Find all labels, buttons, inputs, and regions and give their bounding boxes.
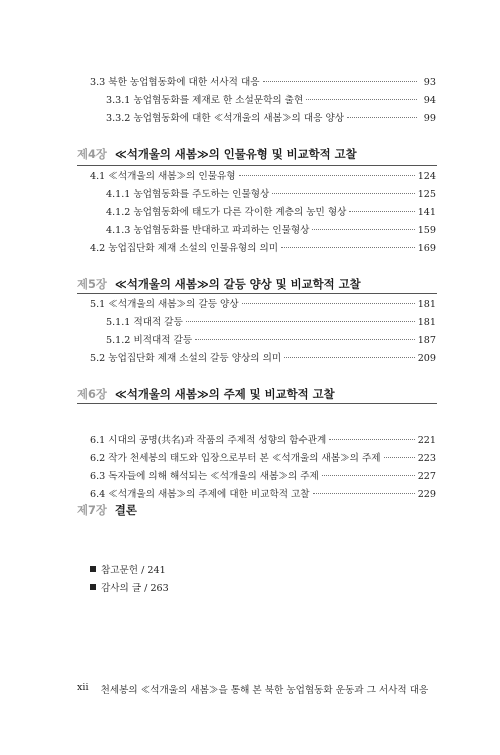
- toc-entry-3-3[interactable]: [90, 76, 436, 90]
- toc-entry-label: 4.2 농업집단화 제재 소설의 인물유형의 의미: [90, 243, 279, 254]
- toc-entry-3-3-2[interactable]: [106, 112, 436, 126]
- toc-entry-page: 124: [417, 171, 436, 182]
- dot-leader: [263, 81, 417, 82]
- toc-entry-page: 159: [417, 225, 436, 236]
- toc-entry-label: 6.3 독자들에 의해 해석되는 ≪석개울의 새봄≫의 주제: [90, 471, 319, 482]
- dot-leader: [313, 493, 415, 494]
- page-footer: [77, 682, 428, 696]
- chapter-number: 제6장: [77, 387, 107, 401]
- toc-entry-label: 6.4 ≪석개울의 새봄≫의 주제에 대한 비교학적 고찰: [90, 489, 310, 500]
- chapter-number: 제7장: [77, 503, 107, 517]
- toc-entry-6-4[interactable]: [90, 488, 436, 502]
- toc-entry-label: 4.1.1 농업협동화를 주도하는 인물형상: [106, 189, 270, 200]
- bibliography-label: 참고문헌 / 241: [101, 565, 166, 576]
- toc-entry-4-1-1[interactable]: [106, 188, 436, 202]
- chapter-number: 제5장: [77, 277, 107, 291]
- chapter-6-heading[interactable]: [77, 386, 335, 402]
- toc-entry-label: 3.3.1 농업협동화를 제재로 한 소설문학의 출현: [106, 95, 304, 106]
- chapter-4-heading[interactable]: [77, 146, 357, 162]
- toc-entry-page: 141: [417, 207, 436, 218]
- toc-entry-label: 4.1 ≪석개울의 새봄≫의 인물유형: [90, 171, 236, 182]
- chapter-divider: [77, 165, 437, 166]
- dot-leader: [239, 175, 415, 176]
- toc-entry-page: 181: [417, 317, 436, 328]
- running-title: 천세봉의 ≪석개울의 새봄≫을 통해 본 북한 농업협동화 운동과 그 서사적 대응: [100, 685, 429, 696]
- dot-leader: [312, 229, 414, 230]
- toc-entry-3-3-1[interactable]: [106, 94, 436, 108]
- chapter-7-heading[interactable]: [77, 502, 137, 518]
- toc-entry-page: 227: [417, 471, 436, 482]
- toc-entry-label: 5.1.1 적대적 갈등: [106, 317, 183, 328]
- toc-entry-label: 6.1 시대의 공명(共名)과 작품의 주제적 성향의 함수관계: [90, 435, 327, 446]
- toc-entry-4-1[interactable]: [90, 170, 436, 184]
- toc-entry-page: 221: [417, 435, 436, 446]
- square-bullet-icon: [90, 566, 96, 572]
- toc-entry-6-2[interactable]: [90, 452, 436, 466]
- toc-entry-label: 5.2 농업집단화 제재 소설의 갈등 양상의 의미: [90, 353, 282, 364]
- chapter-title: ≪석개울의 새봄≫의 주제 및 비교학적 고찰: [114, 387, 335, 401]
- dot-leader: [349, 211, 414, 212]
- dot-leader: [272, 193, 414, 194]
- toc-entry-4-1-2[interactable]: [106, 206, 436, 220]
- toc-entry-4-2[interactable]: [90, 242, 436, 256]
- toc-entry-page: 209: [417, 353, 436, 364]
- toc-entry-4-1-3[interactable]: [106, 224, 436, 238]
- toc-entry-page: 223: [417, 453, 436, 464]
- toc-entry-label: 6.2 작가 천세봉의 태도와 입장으로부터 본 ≪석개울의 새봄≫의 주제: [90, 453, 381, 464]
- chapter-5-heading[interactable]: [77, 276, 361, 292]
- toc-entry-page: 169: [417, 243, 436, 254]
- toc-entry-page: 94: [423, 95, 436, 106]
- dot-leader: [384, 457, 415, 458]
- dot-leader: [306, 99, 417, 100]
- bibliography-entry[interactable]: [90, 564, 166, 578]
- toc-entry-page: 99: [423, 113, 436, 124]
- acknowledgements-label: 감사의 글 / 263: [101, 583, 169, 594]
- page-number: xii: [77, 682, 89, 693]
- toc-entry-6-1[interactable]: [90, 434, 436, 448]
- toc-entry-5-1[interactable]: [90, 298, 436, 312]
- dot-leader: [281, 247, 415, 248]
- square-bullet-icon: [90, 584, 96, 590]
- toc-entry-label: 4.1.2 농업협동화에 태도가 다른 각이한 계층의 농민 형상: [106, 207, 347, 218]
- toc-entry-5-2[interactable]: [90, 352, 436, 366]
- toc-entry-page: 181: [417, 299, 436, 310]
- chapter-number: 제4장: [77, 147, 107, 161]
- dot-leader: [322, 475, 415, 476]
- acknowledgements-entry[interactable]: [90, 582, 169, 596]
- toc-entry-label: 3.3.2 농업협동화에 대한 ≪석개울의 새봄≫의 대응 양상: [106, 113, 344, 124]
- toc-entry-5-1-2[interactable]: [106, 334, 436, 348]
- toc-entry-label: 4.1.3 농업협동화를 반대하고 파괴하는 인물형상: [106, 225, 310, 236]
- toc-entry-label: 5.1.2 비적대적 갈등: [106, 335, 193, 346]
- dot-leader: [242, 303, 415, 304]
- toc-entry-page: 187: [417, 335, 436, 346]
- toc-entry-label: 5.1 ≪석개울의 새봄≫의 갈등 양상: [90, 299, 239, 310]
- dot-leader: [186, 321, 415, 322]
- chapter-title: 결론: [114, 503, 137, 517]
- chapter-title: ≪석개울의 새봄≫의 인물유형 및 비교학적 고찰: [114, 147, 357, 161]
- toc-entry-page: 229: [417, 489, 436, 500]
- toc-entry-5-1-1[interactable]: [106, 316, 436, 330]
- chapter-divider: [77, 293, 437, 294]
- dot-leader: [329, 439, 414, 440]
- dot-leader: [195, 339, 415, 340]
- chapter-divider: [77, 403, 437, 404]
- dot-leader: [284, 357, 415, 358]
- toc-entry-label: 3.3 북한 농업협동화에 대한 서사적 대응: [90, 77, 260, 88]
- dot-leader: [347, 117, 417, 118]
- toc-entry-6-3[interactable]: [90, 470, 436, 484]
- chapter-title: ≪석개울의 새봄≫의 갈등 양상 및 비교학적 고찰: [114, 277, 361, 291]
- toc-entry-page: 93: [423, 77, 436, 88]
- toc-entry-page: 125: [417, 189, 436, 200]
